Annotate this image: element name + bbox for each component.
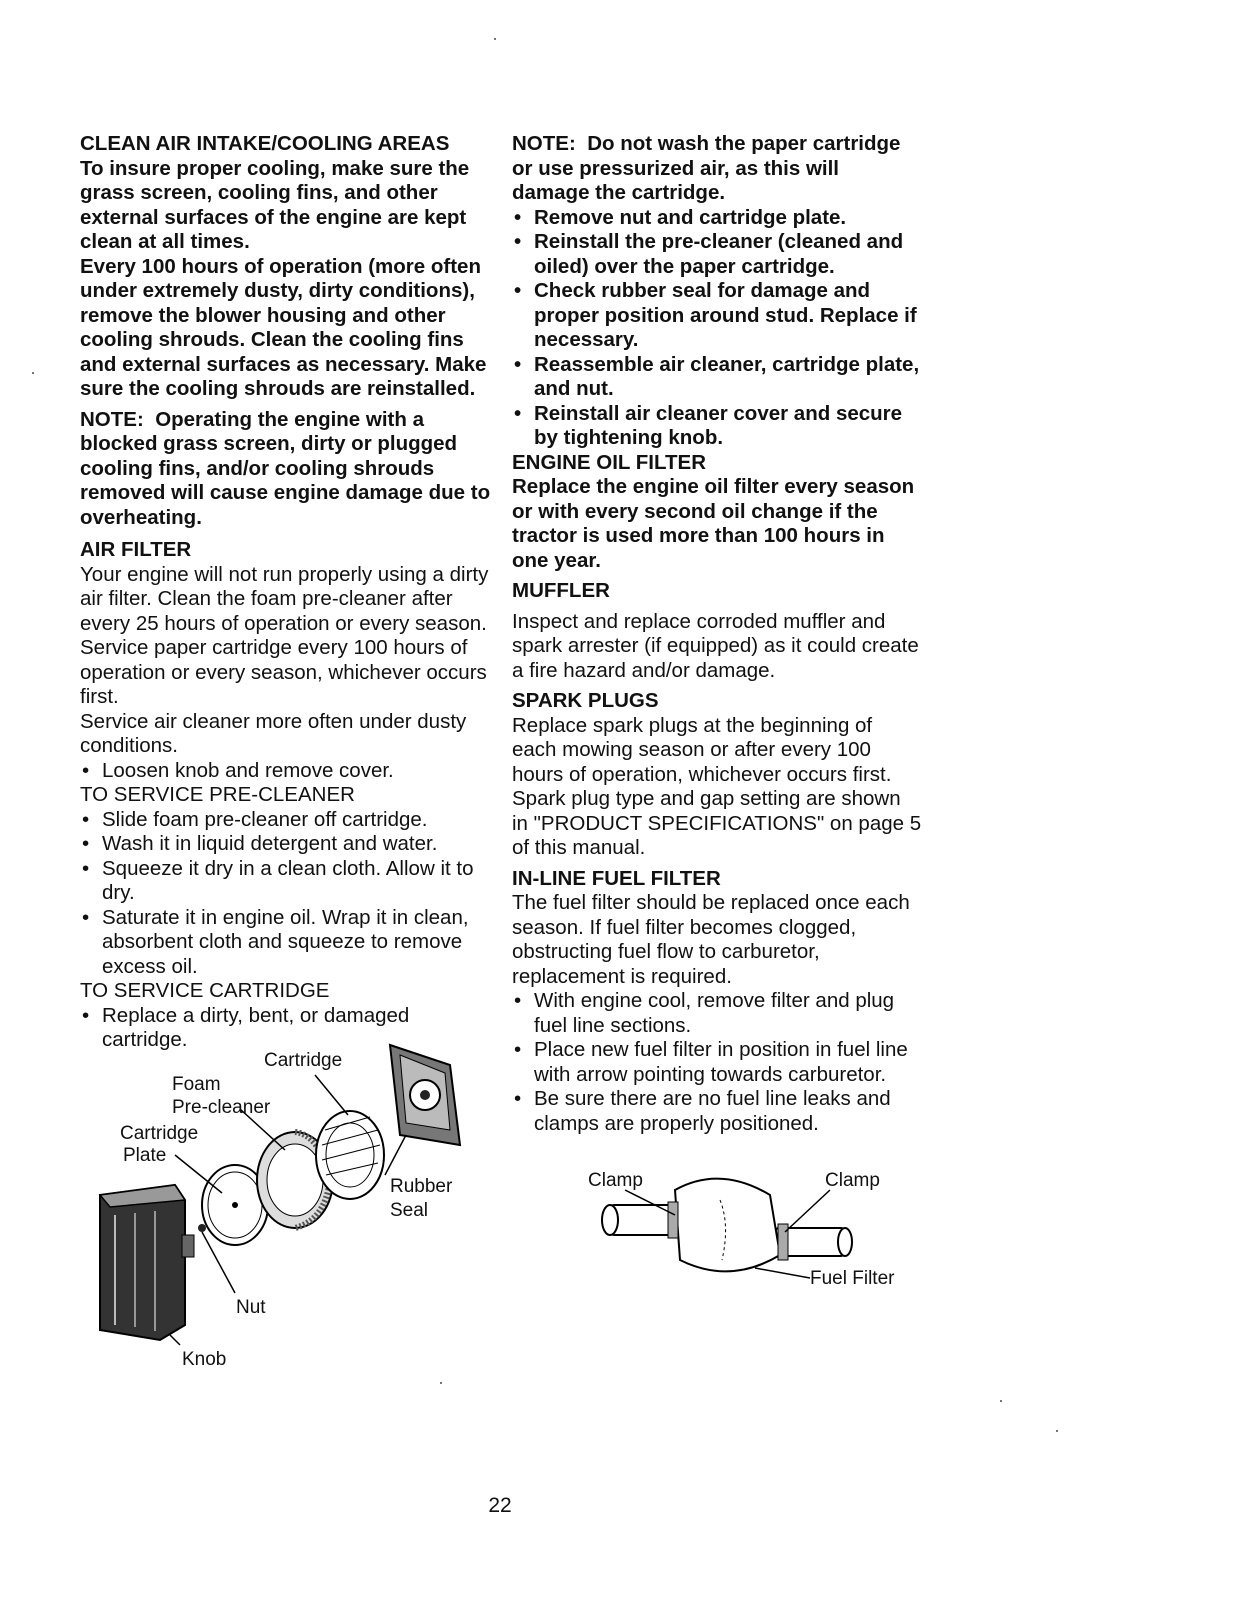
note-label: NOTE: (80, 407, 144, 431)
air-filter-illustration (90, 1035, 490, 1375)
nut-icon (198, 1224, 206, 1232)
label-rubber: Rubber (390, 1176, 453, 1197)
label-clamp-left: Clamp (588, 1170, 643, 1191)
clamp-icon (778, 1224, 788, 1260)
cartridge-steps-list (512, 206, 922, 451)
list-item: • Check rubber seal for damage and proper position around stud. Replace if necessary. (512, 279, 922, 353)
label-cartridge: Cartridge (264, 1050, 343, 1071)
list-item: • Squeeze it dry in a clean cloth. Allow it to dry. (80, 857, 500, 906)
list-item: • Loosen knob and remove cover. (80, 759, 500, 784)
label-fuel-filter: Fuel Filter (810, 1268, 895, 1289)
air-filter-paragraph-2: Service air cleaner more often under dusty conditions. (80, 709, 467, 757)
label-clamp-right: Clamp (825, 1170, 880, 1191)
list-item: • Be sure there are no fuel line leaks and clamps are properly positioned. (512, 1087, 922, 1136)
scan-speck (1000, 1400, 1002, 1402)
note-text: Operating the engine with a blocked grass screen, dirty or plugged cooling fins, and/or cooling shrouds removed will cause engine damage due to overheating. (80, 407, 491, 529)
list-item: • With engine cool, remove filter and plug fuel line sections. (512, 989, 922, 1038)
fuel-filter-diagram (580, 1160, 920, 1300)
fuel-filter-heading: IN-LINE FUEL FILTER (512, 866, 721, 890)
scan-speck (1056, 1430, 1058, 1432)
label-nut: Nut (236, 1297, 266, 1318)
scan-speck (440, 1382, 442, 1384)
paper-cartridge-icon (316, 1111, 384, 1199)
list-item: • Place new fuel filter in position in fuel line with arrow pointing towards carburetor. (512, 1038, 922, 1087)
list-item: • Slide foam pre-cleaner off cartridge. (80, 808, 500, 833)
spark-plugs-text: Replace spark plugs at the beginning of each mowing season or after every 100 hours of operation, whichever occurs first. Spark plug type and gap setting are shown in "PRODUCT SPECIFICATIONS" on page 5 of this manual. (512, 713, 922, 859)
clean-air-paragraph-2: Every 100 hours of operation (more often under extremely dusty, dirty conditions), remove the blower housing and other cooling shrouds. Clean the cooling fins and external surfaces as necessary. Make sure the cooling shrouds are reinstalled. (80, 254, 487, 400)
pre-cleaner-list (80, 808, 500, 980)
left-column (80, 132, 500, 1053)
cartridge-note (512, 132, 922, 206)
note-text: Do not wash the paper cartridge or use pressurized air, as this will damage the cartridge. (512, 132, 901, 204)
right-column (512, 132, 922, 1136)
cartridge-title: TO SERVICE CARTRIDGE (80, 979, 330, 1002)
muffler-heading: MUFFLER (512, 579, 610, 602)
label-cartridge-plate: Cartridge (120, 1123, 199, 1144)
air-filter-diagram (90, 1035, 490, 1375)
scan-speck (494, 38, 496, 40)
air-filter-heading: AIR FILTER (80, 538, 192, 561)
clean-air-note (80, 408, 500, 531)
oil-filter-text: Replace the engine oil filter every season or with every second oil change if the tractor is used more than 100 hours in one year. (512, 475, 915, 572)
clean-air-paragraph-1: To insure proper cooling, make sure the grass screen, cooling fins, and other external surfaces of the engine are kept clean at all times. (80, 156, 470, 253)
label-knob: Knob (182, 1349, 227, 1370)
list-item: • Wash it in liquid detergent and water. (80, 832, 500, 857)
list-item: • Reinstall the pre-cleaner (cleaned and oiled) over the paper cartridge. (512, 230, 922, 279)
label-plate: Plate (123, 1145, 167, 1166)
label-foam: Foam (172, 1074, 221, 1095)
list-item: • Replace a dirty, bent, or damaged cartridge. (80, 1004, 500, 1053)
clamp-icon (668, 1202, 678, 1238)
pre-cleaner-title: TO SERVICE PRE-CLEANER (80, 783, 355, 806)
page-number: 22 (488, 1494, 512, 1517)
fuel-filter-illustration (580, 1160, 920, 1300)
note-label: NOTE: (512, 132, 576, 155)
fuel-filter-list (512, 989, 922, 1136)
list-item: • Reinstall air cleaner cover and secure by tightening knob. (512, 402, 922, 451)
air-cleaner-cover-icon (100, 1185, 194, 1340)
loosen-list (80, 759, 500, 784)
air-filter-paragraph-1: Your engine will not run properly using a dirty air filter. Clean the foam pre-cleaner after every 25 hours of operation or every season. Service paper cartridge every 100 hours of operation or every season, whichever occurs first. (80, 562, 489, 708)
fuel-filter-icon (675, 1179, 780, 1272)
fuel-filter-text: The fuel filter should be replaced once each season. If fuel filter becomes clogged, obstructing fuel flow to carburetor, replacement is required. (512, 891, 910, 988)
list-item: • Saturate it in engine oil. Wrap it in clean, absorbent cloth and squeeze to remove excess oil. (80, 906, 500, 980)
label-seal: Seal (390, 1200, 429, 1221)
spark-plugs-heading: SPARK PLUGS (512, 689, 659, 712)
clean-air-heading: CLEAN AIR INTAKE/COOLING AREAS (80, 132, 450, 155)
muffler-text: Inspect and replace corroded muffler and spark arrester (if equipped) as it could create a fire hazard and/or damage. (512, 609, 919, 682)
scan-speck (32, 372, 34, 374)
list-item: • Remove nut and cartridge plate. (512, 206, 922, 231)
base-plate-icon (390, 1045, 460, 1145)
label-pre-cleaner: Pre-cleaner (172, 1097, 271, 1118)
oil-filter-heading: ENGINE OIL FILTER (512, 450, 706, 474)
list-item: • Reassemble air cleaner, cartridge plate, and nut. (512, 353, 922, 402)
